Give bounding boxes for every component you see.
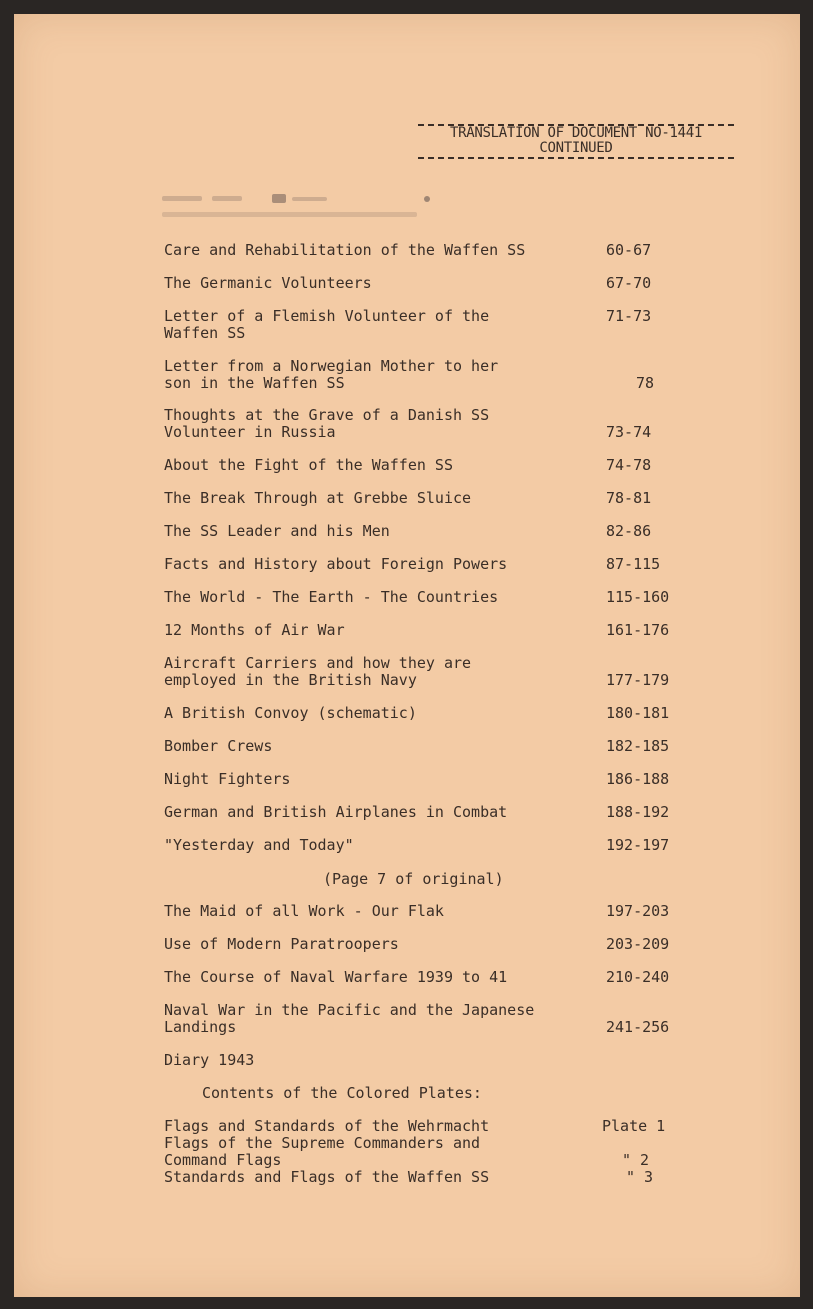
entry-title: Aircraft Carriers and how they are employed in the British Navy	[164, 654, 472, 689]
entry-pages: 177-179	[606, 671, 670, 689]
entry-pages: 161-176	[606, 621, 670, 639]
entry-pages: 182-185	[606, 737, 670, 755]
entry-title: About the Fight of the Waffen SS	[164, 456, 453, 474]
entry-pages: 82-86	[606, 522, 652, 540]
entry-title: The Maid of all Work - Our Flak	[164, 902, 444, 920]
entry-pages: 188-192	[606, 803, 670, 821]
entry-title: 12 Months of Air War	[164, 621, 345, 639]
entry-title: A British Convoy (schematic)	[164, 704, 417, 722]
entry-title: Use of Modern Paratroopers	[164, 935, 399, 953]
entry-pages: 71-73	[606, 307, 652, 325]
entry-pages: 197-203	[606, 902, 670, 920]
header-title: TRANSLATION OF DOCUMENT NO-1441	[450, 125, 702, 141]
entry-pages: 210-240	[606, 968, 670, 986]
page-note: (Page 7 of original)	[323, 870, 504, 888]
entry-pages: 78-81	[606, 489, 652, 507]
plate-number: " 3	[626, 1168, 654, 1186]
plate-number: Plate 1	[602, 1117, 666, 1135]
entry-pages: 78	[636, 374, 655, 392]
plate-title: Standards and Flags of the Waffen SS	[164, 1168, 490, 1186]
document-page	[14, 14, 800, 1297]
entry-title: The Germanic Volunteers	[164, 274, 372, 292]
entry-pages: 241-256	[606, 1018, 670, 1036]
entry-title: Bomber Crews	[164, 737, 273, 755]
document-header	[418, 124, 734, 159]
entry-title: The World - The Earth - The Countries	[164, 588, 499, 606]
entry-pages: 192-197	[606, 836, 670, 854]
plates-heading: Contents of the Colored Plates:	[202, 1084, 482, 1102]
entry-pages: 60-67	[606, 241, 652, 259]
entry-title: Care and Rehabilitation of the Waffen SS	[164, 241, 526, 259]
entry-pages: 74-78	[606, 456, 652, 474]
entry-pages: 115-160	[606, 588, 670, 606]
entry-title: The Course of Naval Warfare 1939 to 41	[164, 968, 508, 986]
plate-title: Flags and Standards of the Wehrmacht	[164, 1117, 490, 1135]
entry-title: German and British Airplanes in Combat	[164, 803, 508, 821]
entry-title: Thoughts at the Grave of a Danish SS Volunteer in Russia	[164, 406, 490, 441]
entry-title: Facts and History about Foreign Powers	[164, 555, 508, 573]
entry-title: Naval War in the Pacific and the Japanese Landings	[164, 1001, 535, 1036]
entry-pages: 67-70	[606, 274, 652, 292]
entry-title: "Yesterday and Today"	[164, 836, 354, 854]
entry-title: Diary 1943	[164, 1051, 255, 1069]
entry-title: Letter of a Flemish Volunteer of the Waffen SS	[164, 307, 490, 342]
plate-number: " 2	[622, 1151, 650, 1169]
entry-pages: 73-74	[606, 423, 652, 441]
entry-pages: 87-115	[606, 555, 661, 573]
entry-pages: 203-209	[606, 935, 670, 953]
entry-title: The SS Leader and his Men	[164, 522, 390, 540]
entry-pages: 186-188	[606, 770, 670, 788]
plate-title: Command Flags	[164, 1151, 282, 1169]
entry-title: Letter from a Norwegian Mother to her son in the Waffen SS	[164, 357, 499, 392]
entry-title: Night Fighters	[164, 770, 291, 788]
illegible-smudge	[162, 192, 432, 224]
header-subtitle: CONTINUED	[418, 141, 734, 159]
entry-title: The Break Through at Grebbe Sluice	[164, 489, 472, 507]
entry-pages: 180-181	[606, 704, 670, 722]
plate-title: Flags of the Supreme Commanders and	[164, 1134, 481, 1152]
